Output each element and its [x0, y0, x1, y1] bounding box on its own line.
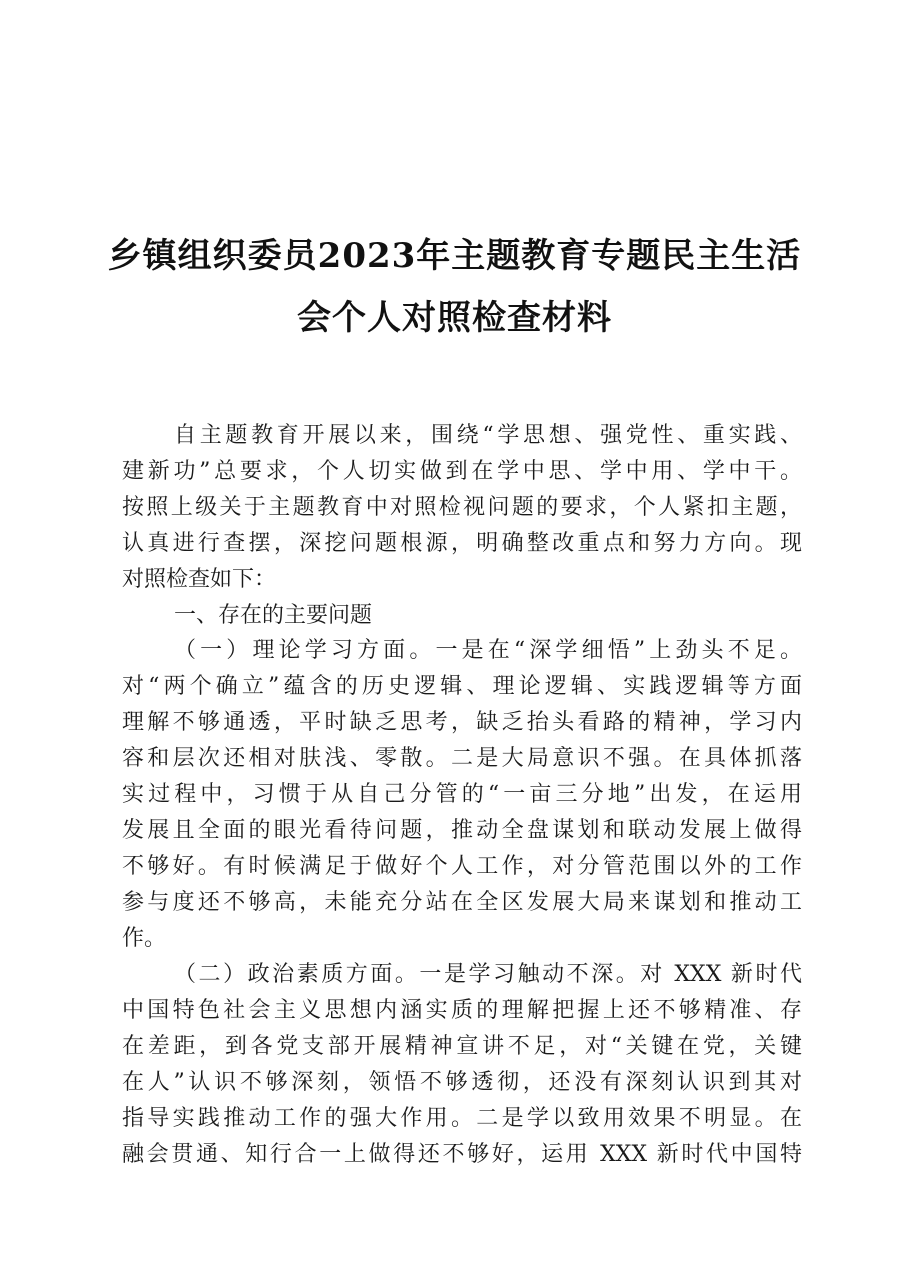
document-title-line-2: 会个人对照检查材料 — [297, 298, 612, 338]
subsection-2-line: 中国特色社会主义思想内涵实质的理解把握上还不够精准、存 — [122, 998, 802, 1023]
subsection-2-line: 在人”认识不够深刻，领悟不够透彻，还没有深刻认识到其对 — [122, 1070, 802, 1095]
subsection-1-line: 作。 — [122, 926, 167, 951]
subsection-1-line: 实过程中，习惯于从自己分管的“一亩三分地”出发，在运用 — [122, 782, 802, 807]
subsection-2-line: 融会贯通、知行合一上做得还不够好，运用 XXX 新时代中国特 — [122, 1142, 802, 1167]
intro-line: 按照上级关于主题教育中对照检视问题的要求，个人紧扣主题， — [122, 495, 802, 520]
intro-line: 对照检查如下： — [122, 567, 277, 592]
subsection-1-line: 容和层次还相对肤浅、零散。二是大局意识不强。在具体抓落 — [122, 746, 802, 771]
subsection-1-line: （一）理论学习方面。一是在“深学细悟”上劲头不足。 — [174, 638, 802, 663]
document-body — [122, 418, 802, 1173]
intro-line: 建新功”总要求，个人切实做到在学中思、学中用、学中干。 — [122, 459, 802, 484]
subsection-1-line: 参与度还不够高，未能充分站在全区发展大局来谋划和推动工 — [122, 890, 802, 915]
subsection-2-line: （二）政治素质方面。一是学习触动不深。对 XXX 新时代 — [174, 962, 802, 987]
section-heading: 一、存在的主要问题 — [174, 603, 373, 628]
subsection-1-line: 理解不够通透，平时缺乏思考，缺乏抬头看路的精神，学习内 — [122, 710, 802, 735]
intro-line: 自主题教育开展以来，围绕“学思想、强党性、重实践、 — [174, 423, 802, 448]
document-title-line-1: 乡镇组织委员2023年主题教育专题民主生活 — [107, 236, 802, 276]
subsection-1-line: 对“两个确立”蕴含的历史逻辑、理论逻辑、实践逻辑等方面 — [122, 674, 802, 699]
intro-line: 认真进行查摆，深挖问题根源，明确整改重点和努力方向。现 — [122, 531, 802, 556]
subsection-2-line: 在差距，到各党支部开展精神宣讲不足，对“关键在党，关键 — [122, 1034, 802, 1059]
subsection-1-line: 不够好。有时候满足于做好个人工作，对分管范围以外的工作 — [122, 854, 802, 879]
subsection-1-line: 发展且全面的眼光看待问题，推动全盘谋划和联动发展上做得 — [122, 818, 802, 843]
subsection-2-line: 指导实践推动工作的强大作用。二是学以致用效果不明显。在 — [122, 1106, 802, 1131]
